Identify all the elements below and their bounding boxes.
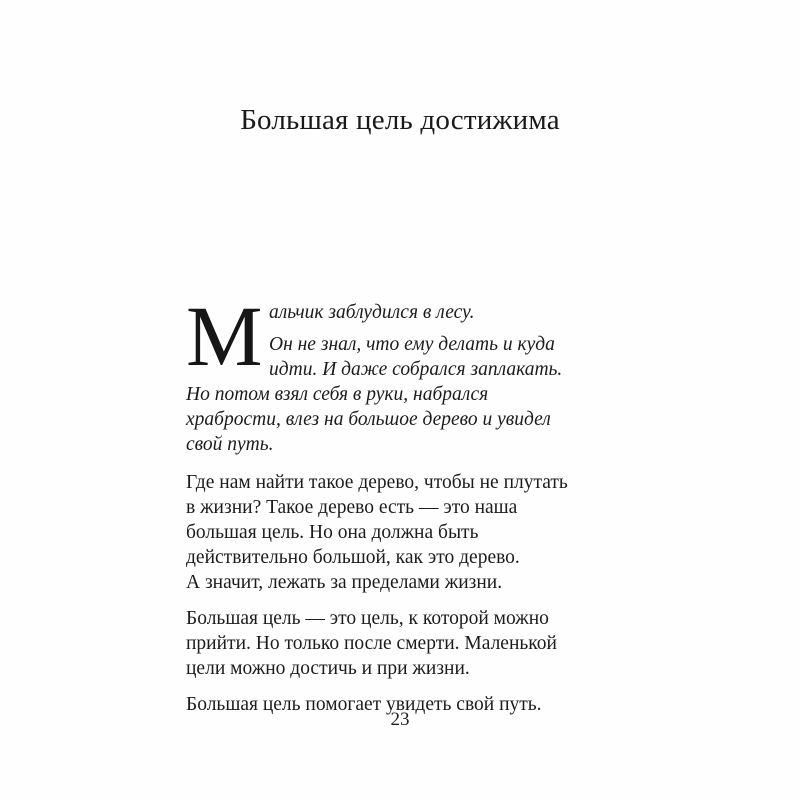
paragraph-goal [186, 606, 586, 681]
intro-line: свой путь. [186, 434, 274, 455]
paragraph-tree [186, 470, 586, 595]
drop-cap: М [186, 288, 263, 384]
paragraph-line: Где нам найти такое дерево, чтобы не плутать [186, 472, 568, 493]
chapter-title: Большая цель достижима [240, 104, 560, 136]
paragraph-line: в жизни? Такое дерево есть — это наша [186, 497, 518, 518]
body-text [186, 288, 586, 717]
paragraph-line: большая цель. Но она должна быть [186, 522, 479, 543]
page-number: 23 [390, 709, 410, 730]
intro-line: идти. И даже собрался заплакать. [269, 359, 563, 380]
paragraph-line: прийти. Но только после смерти. Маленькой [186, 633, 557, 654]
intro-line: Он не знал, что ему делать и куда [269, 334, 555, 355]
paragraph-line: цели можно достичь и при жизни. [186, 658, 470, 679]
intro-line: храбрости, влез на большое дерево и увидел [186, 409, 551, 430]
paragraph-line: действительно большой, как это дерево. [186, 547, 520, 568]
paragraph-line: Большая цель — это цель, к которой можно [186, 608, 549, 629]
intro-line: альчик заблудился в лесу. [269, 302, 475, 323]
paragraph-line: А значит, лежать за пределами жизни. [186, 572, 503, 593]
intro-line: Но потом взял себя в руки, набрался [186, 384, 489, 405]
paragraph-line: Большая цель помогает увидеть свой путь. [186, 694, 542, 715]
